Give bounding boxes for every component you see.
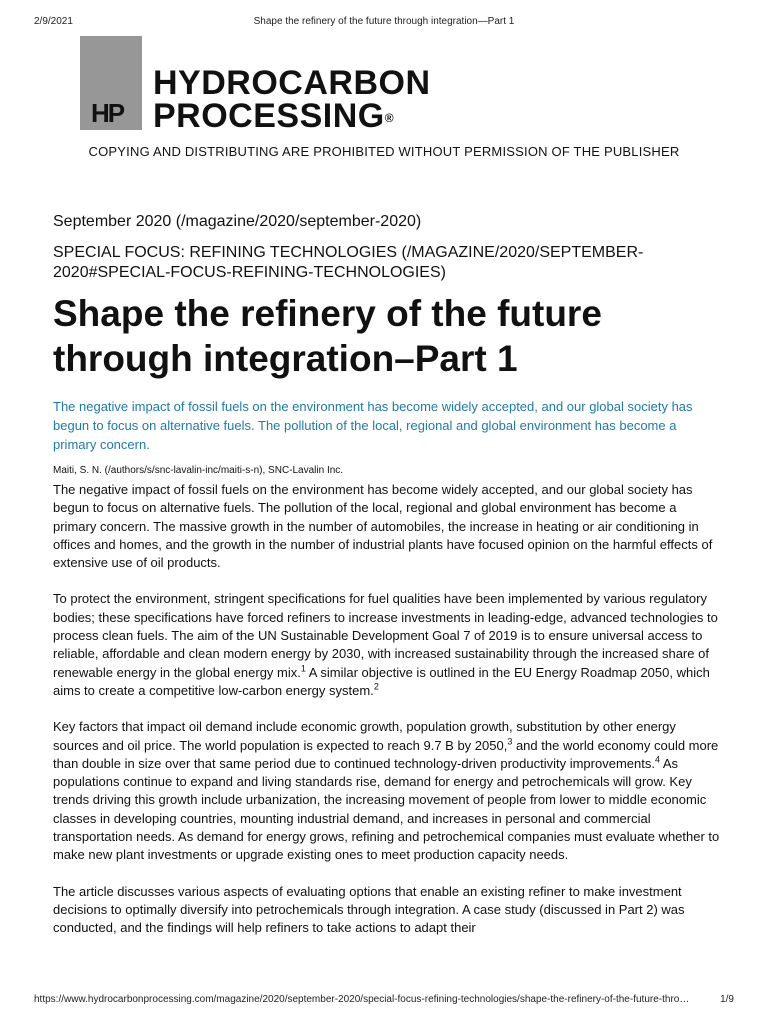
registered-mark: ®: [384, 111, 395, 125]
copyright-notice: COPYING AND DISTRIBUTING ARE PROHIBITED WITHOUT PERMISSION OF THE PUBLISHER: [88, 144, 680, 159]
article-title: Shape the refinery of the future through integration–Part 1: [53, 293, 602, 379]
body-paragraph-3: Key factors that impact oil demand include economic growth, population growth, substitution by other energy sources and oil price. The world population is expected to reach 9.7 B by 2050,$^3$ and the world economy could more than double in size over that same period due to continued technology-driven productivity improvements.$^4$ As populations continue to expand and living standards rise, demand for energy and petrochemicals will grow. Key trends driving this growth include urbanization, the increasing movement of people from lower to middle economic classes in developing countries, mounting industrial demand, and increases in personal and commercial transportation needs. As demand for energy grows, refining and petrochemical companies must evaluate whether to make new plant investments or upgrade existing ones to meet production capacity needs.: [53, 719, 720, 863]
body-paragraph-2: To protect the environment, stringent specifications for fuel qualities have been implemented by various regulatory bodies; these specifications have forced refiners to increase investments in leading-edge, advanced technologies to process clean fuels. The aim of the UN Sustainable Development Goal 7 of 2019 is to ensure universal access to reliable, affordable and clean modern energy by 2030, with increased sustainability through the increased share of renewable energy in the global energy mix.$^1$ A similar objective is outlined in the EU Energy Roadmap 2050, which aims to create a competitive low-carbon energy system.$^2$: [53, 591, 718, 698]
logo-icon: [80, 36, 142, 130]
footnote-ref[interactable]: 4: [654, 754, 660, 765]
footnote-ref[interactable]: 3: [507, 736, 513, 747]
article-body: [53, 481, 721, 956]
footnote-ref[interactable]: 1: [300, 663, 306, 674]
article-lede: The negative impact of fossil fuels on the environment has become widely accepted, and our global society has begun to focus on alternative fuels. The pollution of the local, regional and global environment has become a primary concern.: [53, 399, 693, 452]
issue-link[interactable]: September 2020 (/magazine/2020/september-2020): [53, 213, 422, 230]
body-paragraph-1: The negative impact of fossil fuels on the environment has become widely accepted, and our global society has begun to focus on alternative fuels. The pollution of the local, regional and global environment has become a primary concern. The massive growth in the number of automobiles, the increase in heating or air conditioning in offices and homes, and the growth in the number of industrial plants have focused opinion on the harmful effects of extensive use of oil products.: [53, 482, 713, 571]
logo-mark: HP: [91, 98, 124, 128]
print-date: 2/9/2021: [34, 16, 73, 27]
section-link[interactable]: SPECIAL FOCUS: REFINING TECHNOLOGIES (/MAGAZINE/2020/SEPTEMBER-2020#SPECIAL-FOCUS-REFINING-TECHNOLOGIES): [53, 244, 644, 281]
logo-wordmark: [153, 64, 431, 135]
print-page-title: Shape the refinery of the future through integration—Part 1: [253, 16, 515, 27]
page-number: 1/9: [720, 994, 734, 1005]
logo-line-1: HYDROCARBON: [153, 64, 431, 102]
body-paragraph-4: The article discusses various aspects of evaluating options that enable an existing refiner to make investment decisions to optimally diversify into petrochemicals through integration. A case study (discussed in Part 2) was conducted, and the findings will help refiners to take actions to adapt their: [53, 883, 685, 936]
author-byline[interactable]: Maiti, S. N. (/authors/s/snc-lavalin-inc/maiti-s-n), SNC-Lavalin Inc.: [53, 465, 344, 476]
print-header: [34, 16, 734, 30]
footnote-ref[interactable]: 2: [373, 681, 379, 692]
logo-line-2: PROCESSING®: [153, 97, 395, 135]
print-footer: [34, 994, 734, 1008]
print-url: https://www.hydrocarbonprocessing.com/magazine/2020/september-2020/special-focus-refining-technologies/shape-the-refinery-of-the-future-thro…: [34, 994, 690, 1005]
